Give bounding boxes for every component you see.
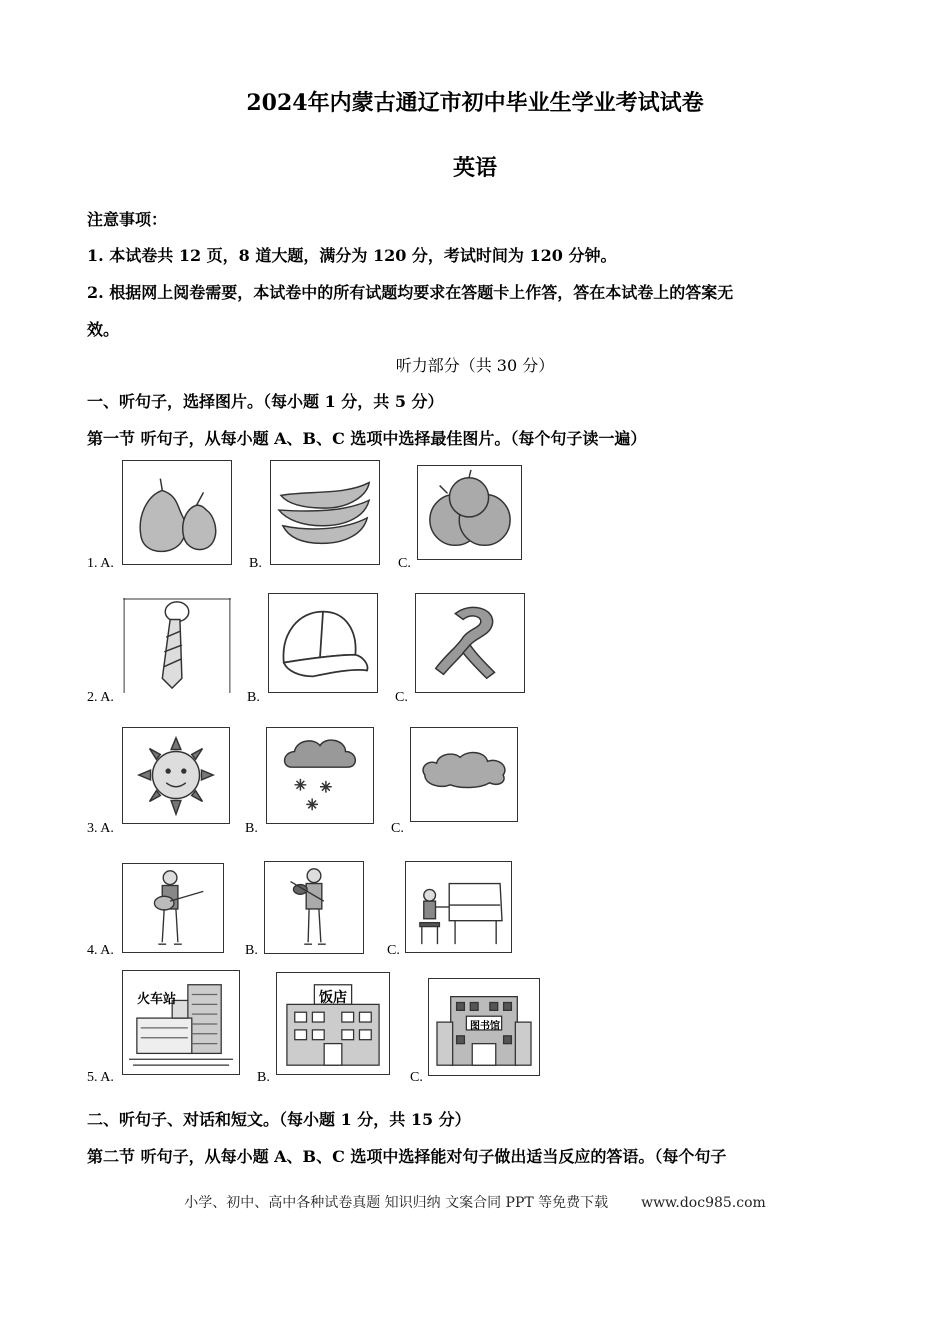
q4-option-c: C. [387,943,400,958]
library-sign: 图书馆 [470,1021,500,1032]
scarf-image [415,593,525,693]
q4-option-a: 4. A. [87,943,114,958]
section1-instruction: 第一节 听句子，从每小题 A、B、C 选项中选择最佳图片。（每个句子读一遍） [87,429,647,448]
library-image [428,978,540,1076]
q5-option-b: B. [257,1070,270,1085]
apples-image [417,465,522,560]
q5-option-c: C. [410,1070,423,1085]
q5-option-a: 5. A. [87,1070,114,1085]
q2-option-c: C. [395,690,408,705]
q1-option-c: C. [398,556,411,571]
section2-instruction: 第二节 听句子，从每小题 A、B、C 选项中选择能对句子做出适当反应的答语。（每个句子 [87,1147,727,1166]
note-item-2: 2. 根据网上阅卷需要，本试卷中的所有试题均要求在答题卡上作答，答在本试卷上的答案无 [87,283,734,302]
guitar-player-image [122,863,224,953]
q2-option-a: 2. A. [87,690,114,705]
snow-cloud-image [266,727,374,824]
exam-title: 2024年内蒙古通辽市初中毕业生学业考试试卷 [246,90,704,116]
piano-player-image [405,861,512,953]
hotel-image [276,972,390,1075]
page-footer [0,1192,950,1212]
listening-part-title: 听力部分（共 30 分） [395,356,555,375]
q3-option-c: C. [391,821,404,836]
station-sign: 火车站 [137,992,177,1007]
q2-option-b: B. [247,690,260,705]
q1-option-b: B. [249,556,262,571]
hotel-sign: 饭店 [319,990,347,1006]
q1-option-a: 1. A. [87,556,114,571]
footer-text: 小学、初中、高中各种试卷真题 知识归纳 文案合同 PPT 等免费下载 [184,1195,609,1211]
sun-image [122,727,230,824]
cap-image [268,593,378,693]
subject-title: 英语 [452,155,497,181]
note-item-1: 1. 本试卷共 12 页，8 道大题，满分为 120 分，考试时间为 120 分钟。 [87,246,617,265]
section1-title: 一、听句子，选择图片。（每小题 1 分，共 5 分） [87,392,444,411]
footer-url[interactable]: www.doc985.com [641,1195,766,1211]
note-item-2-cont: 效。 [87,320,120,339]
bananas-image [270,460,380,565]
tie-image [122,597,232,694]
cloud-image [410,727,518,822]
section2-title: 二、听句子、对话和短文。（每小题 1 分，共 15 分） [87,1110,471,1129]
q4-option-b: B. [245,943,258,958]
pears-image [122,460,232,565]
train-station-image [122,970,240,1075]
notes-heading: 注意事项： [87,210,168,229]
q3-option-b: B. [245,821,258,836]
violin-player-image [264,861,364,954]
q3-option-a: 3. A. [87,821,114,836]
